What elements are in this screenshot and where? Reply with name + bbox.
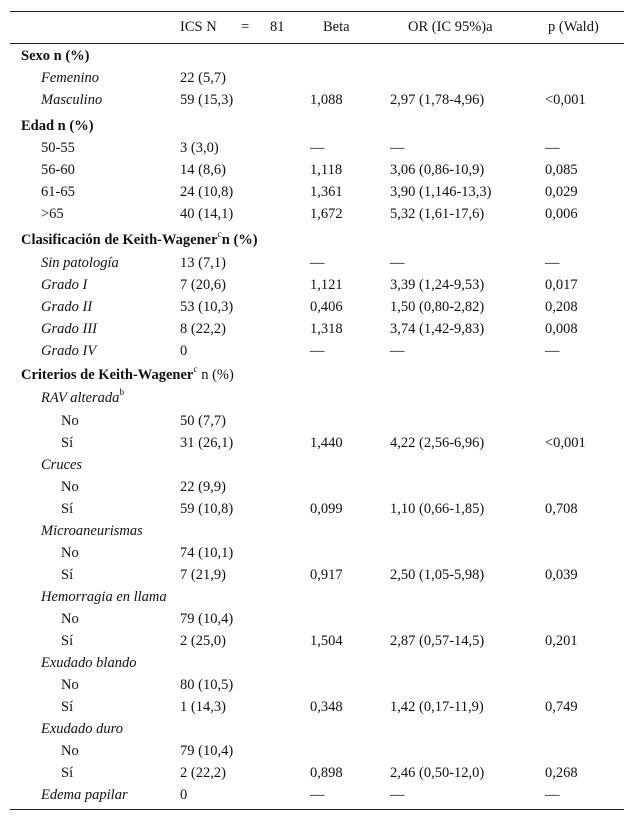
footnote-marker: c bbox=[193, 365, 198, 376]
ics-cell: 22 (9,9) bbox=[180, 479, 226, 495]
section-title-edad bbox=[10, 115, 624, 137]
ics-cell: 7 (21,9) bbox=[180, 567, 226, 583]
p-cell: — bbox=[545, 140, 560, 156]
p-cell: — bbox=[545, 255, 560, 271]
beta-cell: 0,348 bbox=[310, 699, 343, 715]
ics-cell: 74 (10,1) bbox=[180, 545, 234, 561]
table-row bbox=[10, 67, 624, 89]
row-label: No bbox=[61, 677, 79, 693]
ics-cell: 0 bbox=[180, 787, 188, 803]
header-ics-label: ICS N bbox=[180, 19, 217, 35]
row-label: Grado IV bbox=[41, 343, 97, 359]
p-cell: 0,006 bbox=[545, 206, 578, 222]
or-cell: — bbox=[390, 343, 405, 359]
p-cell: 0,201 bbox=[545, 633, 578, 649]
table-row bbox=[10, 762, 624, 784]
p-cell: <0,001 bbox=[545, 435, 586, 451]
subgroup-label: Cruces bbox=[41, 457, 83, 473]
ics-cell: 31 (26,1) bbox=[180, 435, 234, 451]
table-row bbox=[10, 740, 624, 762]
p-cell: 0,708 bbox=[545, 501, 578, 517]
p-cell: 0,085 bbox=[545, 162, 578, 178]
p-cell: 0,268 bbox=[545, 765, 578, 781]
or-cell: 3,90 (1,146-13,3) bbox=[390, 184, 492, 200]
ics-cell: 50 (7,7) bbox=[180, 413, 226, 429]
p-cell: <0,001 bbox=[545, 92, 586, 108]
subgroup-label: Exudado duro bbox=[41, 721, 124, 737]
row-label: Sí bbox=[61, 435, 74, 451]
row-label: Masculino bbox=[41, 92, 103, 108]
table-row bbox=[10, 608, 624, 630]
ics-cell: 2 (25,0) bbox=[180, 633, 226, 649]
row-label: Sí bbox=[61, 765, 74, 781]
beta-cell: 1,118 bbox=[310, 162, 343, 178]
row-label: No bbox=[61, 413, 79, 429]
table-row bbox=[10, 340, 624, 362]
subgroup-label bbox=[41, 387, 124, 409]
row-label: No bbox=[61, 479, 79, 495]
row-label: Sí bbox=[61, 567, 74, 583]
beta-cell: 1,361 bbox=[310, 184, 343, 200]
beta-cell: — bbox=[310, 140, 325, 156]
p-cell: — bbox=[545, 343, 560, 359]
p-cell: 0,029 bbox=[545, 184, 578, 200]
section-label: Edad n (%) bbox=[21, 118, 94, 134]
header-row bbox=[10, 12, 624, 42]
table-row bbox=[10, 564, 624, 586]
header-beta: Beta bbox=[323, 19, 350, 35]
table-row bbox=[10, 252, 624, 274]
table-row bbox=[10, 203, 624, 225]
header-rule bbox=[10, 43, 624, 44]
row-label: 56-60 bbox=[41, 162, 75, 178]
header-p: p (Wald) bbox=[548, 19, 599, 35]
header-n-value: 81 bbox=[270, 19, 285, 35]
ics-cell: 53 (10,3) bbox=[180, 299, 234, 315]
or-cell: 2,50 (1,05-5,98) bbox=[390, 567, 485, 583]
ics-cell: 59 (15,3) bbox=[180, 92, 234, 108]
beta-cell: 1,672 bbox=[310, 206, 343, 222]
ics-cell: 2 (22,2) bbox=[180, 765, 226, 781]
ics-cell: 14 (8,6) bbox=[180, 162, 226, 178]
ics-cell: 0 bbox=[180, 343, 188, 359]
beta-cell: 1,121 bbox=[310, 277, 343, 293]
or-cell: 1,50 (0,80-2,82) bbox=[390, 299, 485, 315]
subgroup-exudado-duro bbox=[10, 718, 624, 740]
results-table bbox=[10, 11, 624, 811]
or-cell: 1,10 (0,66-1,85) bbox=[390, 501, 485, 517]
ics-cell: 13 (7,1) bbox=[180, 255, 226, 271]
table-row bbox=[10, 296, 624, 318]
table-row bbox=[10, 498, 624, 520]
row-label: Edema papilar bbox=[41, 787, 128, 803]
table-row bbox=[10, 674, 624, 696]
bottom-rule bbox=[10, 809, 624, 810]
beta-cell: 0,099 bbox=[310, 501, 343, 517]
section-title-sexo bbox=[10, 45, 624, 67]
or-cell: — bbox=[390, 787, 405, 803]
or-cell: — bbox=[390, 255, 405, 271]
table-row bbox=[10, 696, 624, 718]
subgroup-label: Hemorragia en llama bbox=[41, 589, 167, 605]
section-label-suffix: n (%) bbox=[197, 367, 234, 383]
table-row bbox=[10, 181, 624, 203]
p-cell: 0,008 bbox=[545, 321, 578, 337]
p-cell: 0,039 bbox=[545, 567, 578, 583]
table-row bbox=[10, 542, 624, 564]
or-cell: 4,22 (2,56-6,96) bbox=[390, 435, 485, 451]
ics-cell: 79 (10,4) bbox=[180, 743, 234, 759]
subgroup-cruces bbox=[10, 454, 624, 476]
row-label: 61-65 bbox=[41, 184, 75, 200]
section-label-suffix: n (%) bbox=[221, 232, 258, 248]
or-cell: 2,46 (0,50-12,0) bbox=[390, 765, 485, 781]
header-or: OR (IC 95%)a bbox=[408, 19, 493, 35]
ics-cell: 1 (14,3) bbox=[180, 699, 226, 715]
ics-cell: 22 (5,7) bbox=[180, 70, 226, 86]
row-label: Sin patología bbox=[41, 255, 119, 271]
or-cell: 1,42 (0,17-11,9) bbox=[390, 699, 484, 715]
beta-cell: 1,440 bbox=[310, 435, 343, 451]
table-row bbox=[10, 137, 624, 159]
section-label bbox=[21, 364, 234, 386]
ics-cell: 8 (22,2) bbox=[180, 321, 226, 337]
or-cell: 3,06 (0,86-10,9) bbox=[390, 162, 485, 178]
ics-cell: 79 (10,4) bbox=[180, 611, 234, 627]
table-row bbox=[10, 410, 624, 432]
beta-cell: — bbox=[310, 343, 325, 359]
row-label: No bbox=[61, 743, 79, 759]
ics-cell: 59 (10,8) bbox=[180, 501, 234, 517]
beta-cell: 0,406 bbox=[310, 299, 343, 315]
row-label: Sí bbox=[61, 699, 74, 715]
row-label: Grado III bbox=[41, 321, 97, 337]
ics-cell: 24 (10,8) bbox=[180, 184, 234, 200]
section-title-clasificacion bbox=[10, 229, 624, 251]
table-row bbox=[10, 630, 624, 652]
subgroup-label-text: RAV alterada bbox=[41, 390, 120, 406]
subgroup-hemorragia bbox=[10, 586, 624, 608]
or-cell: 2,97 (1,78-4,96) bbox=[390, 92, 485, 108]
footnote-marker: b bbox=[119, 388, 125, 399]
beta-cell: 0,898 bbox=[310, 765, 343, 781]
p-cell: 0,208 bbox=[545, 299, 578, 315]
subgroup-microaneurismas bbox=[10, 520, 624, 542]
subgroup-exudado-blando bbox=[10, 652, 624, 674]
or-cell: 3,39 (1,24-9,53) bbox=[390, 277, 485, 293]
ics-cell: 40 (14,1) bbox=[180, 206, 234, 222]
row-label: Femenino bbox=[41, 70, 99, 86]
table-row bbox=[10, 432, 624, 454]
subgroup-rav bbox=[10, 387, 624, 409]
row-label: No bbox=[61, 545, 79, 561]
header-equals: = bbox=[241, 19, 250, 35]
subgroup-label: Microaneurismas bbox=[41, 523, 143, 539]
beta-cell: 1,504 bbox=[310, 633, 343, 649]
beta-cell: 1,318 bbox=[310, 321, 343, 337]
p-cell: 0,017 bbox=[545, 277, 578, 293]
section-label: Sexo n (%) bbox=[21, 48, 90, 64]
section-title-criterios bbox=[10, 364, 624, 386]
ics-cell: 7 (20,6) bbox=[180, 277, 226, 293]
row-label: Grado I bbox=[41, 277, 88, 293]
ics-cell: 80 (10,5) bbox=[180, 677, 234, 693]
table-row bbox=[10, 159, 624, 181]
beta-cell: — bbox=[310, 255, 325, 271]
row-label: 50-55 bbox=[41, 140, 75, 156]
table-row bbox=[10, 318, 624, 340]
section-label-text: Clasificación de Keith-Wagener bbox=[21, 232, 218, 248]
table-row bbox=[10, 274, 624, 296]
table-row bbox=[10, 476, 624, 498]
row-label: Sí bbox=[61, 501, 74, 517]
section-label-text: Criterios de Keith-Wagener bbox=[21, 367, 194, 383]
beta-cell: — bbox=[310, 787, 325, 803]
or-cell: 2,87 (0,57-14,5) bbox=[390, 633, 485, 649]
table-row bbox=[10, 784, 624, 806]
ics-cell: 3 (3,0) bbox=[180, 140, 219, 156]
footnote-marker: c bbox=[217, 230, 222, 241]
row-label: Sí bbox=[61, 633, 74, 649]
or-cell: — bbox=[390, 140, 405, 156]
table-row bbox=[10, 89, 624, 111]
row-label: Grado II bbox=[41, 299, 93, 315]
p-cell: 0,749 bbox=[545, 699, 578, 715]
or-cell: 5,32 (1,61-17,6) bbox=[390, 206, 485, 222]
subgroup-label: Exudado blando bbox=[41, 655, 137, 671]
row-label: >65 bbox=[41, 206, 64, 222]
or-cell: 3,74 (1,42-9,83) bbox=[390, 321, 485, 337]
beta-cell: 0,917 bbox=[310, 567, 343, 583]
row-label: No bbox=[61, 611, 79, 627]
p-cell: — bbox=[545, 787, 560, 803]
beta-cell: 1,088 bbox=[310, 92, 343, 108]
section-label bbox=[21, 229, 258, 251]
